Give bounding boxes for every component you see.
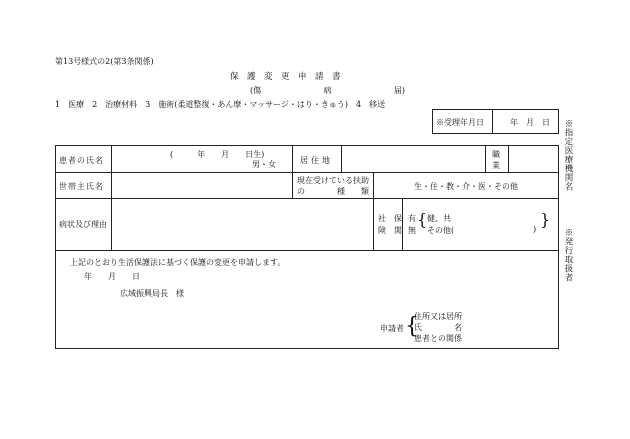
applicant-brace: {: [405, 314, 419, 339]
receipt-date: 年 月 日: [510, 118, 550, 127]
insurance-yes: 有: [408, 214, 416, 223]
insurance-option-2-close: ): [533, 225, 537, 234]
subtitle-close: 届): [393, 86, 405, 95]
birth-date: ( 年 月 日生): [170, 150, 265, 159]
insurance-label-2: 険 関: [378, 226, 402, 235]
aid-options: 生・住・教・介・医・その他: [414, 182, 518, 191]
occupation-label: 職業: [492, 150, 500, 170]
applicant-label: 申請者: [380, 324, 404, 333]
designated-institution-label: ※指定医療機関名: [563, 119, 573, 191]
form-title: 保 護 変 更 申 請 書: [230, 72, 341, 82]
field-address: 住所又は居所: [414, 312, 462, 321]
issuer-label: ※発行取扱者: [563, 228, 573, 282]
field-name: 氏 名: [414, 323, 462, 332]
application-date: 年 月 日: [84, 272, 140, 281]
receipt-label: ※受理年月日: [436, 118, 484, 127]
householder-name-label: 世帯主氏名: [59, 182, 104, 191]
field-relation: 患者との関係: [414, 334, 462, 343]
insurance-brace-open: {: [417, 210, 428, 229]
current-aid-label-2: の 種 類: [297, 187, 369, 196]
gender: 男・女: [252, 160, 276, 169]
subtitle-open: (傷: [250, 86, 262, 95]
insurance-option-2: その他(: [427, 226, 455, 235]
form-number: 第13号様式の2(第3条関係): [55, 57, 154, 66]
insurance-option-1: 健、共: [427, 214, 451, 223]
insurance-brace-close: }: [540, 210, 551, 229]
subtitle-mid: 病: [323, 86, 332, 95]
insurance-label-1: 社 保: [378, 214, 402, 223]
addressee: 広域振興局長 様: [120, 289, 184, 298]
current-aid-label-1: 現在受けている扶助: [297, 176, 369, 185]
form-subtitle: [250, 85, 405, 96]
residence-label: 居住地: [300, 156, 333, 165]
condition-reason-label: 病状及び理由: [59, 220, 107, 229]
insurance-no: 無: [408, 226, 416, 235]
patient-name-label: 患者の氏名: [59, 156, 104, 165]
category-line: 1 医療 2 治療材料 3 施術(柔道整復・あん摩・マッサージ・はり・きゅう) 4 移送: [55, 100, 386, 109]
statement: 上記のとおり生活保護法に基づく保護の変更を申請します。: [70, 258, 286, 267]
